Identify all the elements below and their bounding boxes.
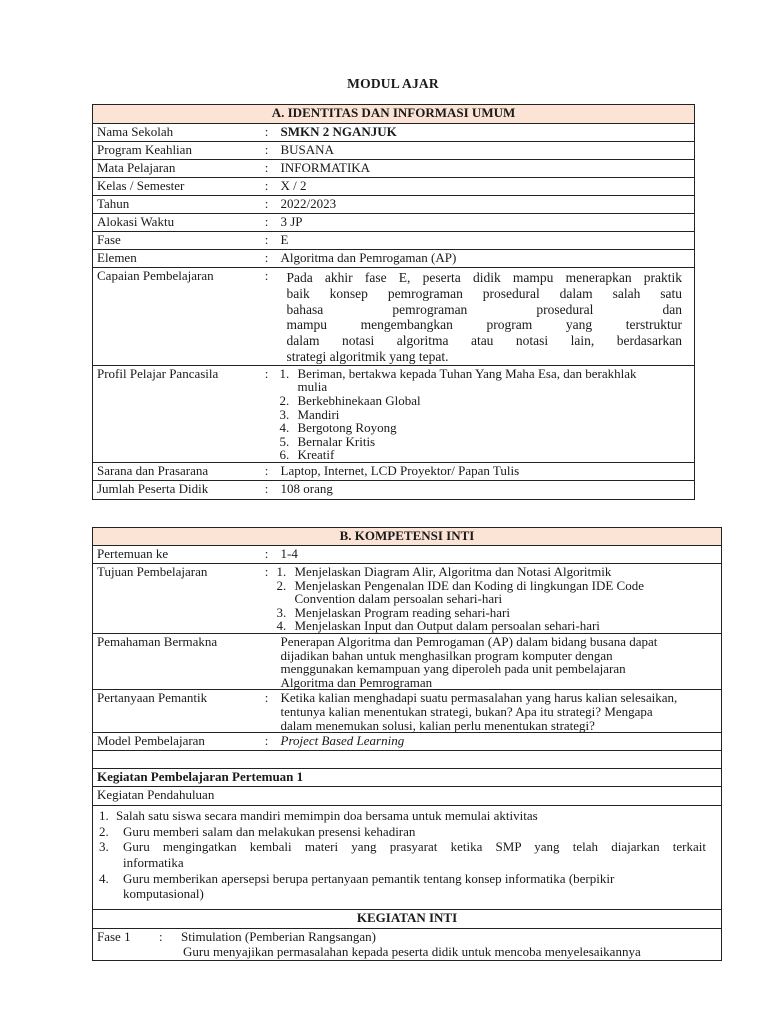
- row-colon: :: [257, 178, 277, 196]
- row-label: Program Keahlian: [93, 142, 257, 160]
- section-b-heading: B. KOMPETENSI INTI: [93, 528, 722, 546]
- list-number: 1.: [99, 808, 109, 824]
- list-item: [99, 871, 706, 887]
- list-text: Menjelaskan Diagram Alir, Algoritma dan Notasi Algoritmik: [294, 564, 612, 579]
- list-number: 5.: [279, 433, 290, 449]
- list-number: 1.: [276, 564, 287, 579]
- list-item: [277, 579, 718, 593]
- row-program-keahlian: [93, 142, 695, 160]
- fase-1-text: Guru menyajikan permasalahan kepada peserta didik untuk mencoba menyelesaikannya: [183, 943, 641, 959]
- row-colon: :: [257, 124, 277, 142]
- row-label: Profil Pelajar Pancasila: [93, 365, 257, 462]
- list-number: 3.: [99, 839, 109, 855]
- row-label: Pemahaman Bermakna: [93, 634, 257, 690]
- row-pertanyaan: [93, 690, 722, 733]
- row-label: Pertemuan ke: [93, 546, 257, 564]
- list-text: Guru mengingatkan kembali materi yang prasyarat ketika SMP yang telah diajarkan terkait: [123, 839, 707, 855]
- row-value: Laptop, Internet, LCD Proyektor/ Papan Tulis: [277, 462, 695, 480]
- list-text: Bergotong Royong: [297, 420, 397, 436]
- paragraph-line: tentunya kalian menentukan strategi, bukan? Apa itu strategi? Mengapa: [280, 703, 653, 719]
- row-capaian: [93, 268, 695, 366]
- row-label: Mata Pelajaran: [93, 160, 257, 178]
- fase-1-heading: [97, 930, 717, 945]
- row-pemahaman: [93, 634, 722, 690]
- list-number: 6.: [279, 447, 290, 463]
- list-item: [99, 824, 706, 840]
- row-label: Elemen: [93, 250, 257, 268]
- list-number: 4.: [279, 420, 290, 436]
- list-text: Guru memberi salam dan melakukan presensi kehadiran: [123, 823, 416, 839]
- row-value: Project Based Learning: [277, 733, 722, 751]
- list-item: [99, 808, 706, 824]
- list-item: [280, 435, 691, 449]
- row-value: 3 JP: [277, 214, 695, 232]
- row-model: [93, 733, 722, 751]
- row-value: 1-4: [277, 546, 722, 564]
- inti-title: KEGIATAN INTI: [93, 910, 722, 929]
- row-label: Fase: [93, 232, 257, 250]
- row-value: E: [277, 232, 695, 250]
- list-item-continued: mulia: [297, 379, 328, 395]
- list-item-continued: informatika: [123, 854, 184, 870]
- tujuan-list: [277, 564, 722, 634]
- identity-table: [92, 104, 695, 500]
- row-label: Capaian Pembelajaran: [93, 268, 257, 366]
- list-item: [280, 448, 691, 462]
- row-inti-title: [93, 910, 722, 929]
- capaian-line: baik konsep pemrograman prosedural dalam salah satu: [286, 285, 682, 301]
- row-colon: :: [257, 690, 277, 733]
- list-item: [280, 367, 691, 381]
- profil-list: [277, 365, 695, 462]
- row-colon: :: [257, 268, 277, 366]
- row-elemen: [93, 250, 695, 268]
- list-item: [280, 394, 691, 408]
- list-number: 3.: [279, 406, 290, 422]
- list-text: Kreatif: [297, 447, 335, 463]
- paragraph-line: Ketika kalian menghadapi suatu permasalahan yang harus kalian selesaikan,: [280, 690, 678, 706]
- list-item: [280, 408, 691, 422]
- pertanyaan-text: [277, 690, 722, 733]
- section-a-heading: A. IDENTITAS DAN INFORMASI UMUM: [93, 105, 695, 124]
- row-colon: :: [257, 250, 277, 268]
- row-colon: :: [257, 142, 277, 160]
- list-text: Beriman, bertakwa kepada Tuhan Yang Maha Esa, dan berakhlak: [297, 365, 637, 381]
- list-number: 2.: [99, 823, 109, 839]
- row-pendahuluan-list: [93, 806, 722, 910]
- kompetensi-table: [92, 527, 722, 961]
- list-text: Menjelaskan Input dan Output dalam persoalan sehari-hari: [294, 618, 600, 634]
- row-label: Tujuan Pembelajaran: [93, 564, 257, 634]
- paragraph-line: Penerapan Algoritma dan Pemrogaman (AP) dalam bidang busana dapat: [280, 634, 658, 649]
- list-number: 2.: [279, 392, 290, 408]
- row-colon: :: [257, 365, 277, 462]
- row-label: Tahun: [93, 196, 257, 214]
- row-value: 108 orang: [277, 480, 695, 499]
- paragraph-line: Algoritma dan Pemrograman: [280, 674, 433, 690]
- row-colon: :: [257, 196, 277, 214]
- capaian-line: dalam notasi algoritma atau notasi lain, berdasarkan: [286, 333, 682, 349]
- row-jumlah: [93, 480, 695, 499]
- list-text: Berkebhinekaan Global: [297, 392, 421, 408]
- row-value: INFORMATIKA: [277, 160, 695, 178]
- row-label: Pertanyaan Pemantik: [93, 690, 257, 733]
- row-tahun: [93, 196, 695, 214]
- row-value: Algoritma dan Pemrogaman (AP): [277, 250, 695, 268]
- fase-1-cell: [93, 929, 722, 961]
- empty-row: [93, 751, 722, 769]
- row-colon: :: [257, 160, 277, 178]
- row-kelas-semester: [93, 178, 695, 196]
- list-item: [99, 839, 706, 855]
- fase-colon: :: [159, 929, 163, 945]
- row-fase-1: [93, 929, 722, 961]
- pemahaman-text: [277, 634, 722, 690]
- list-number: 2.: [276, 577, 287, 593]
- list-text: Salah satu siswa secara mandiri memimpin doa bersama untuk memulai aktivitas: [116, 808, 538, 824]
- row-tujuan: [93, 564, 722, 634]
- list-number: 4.: [276, 618, 287, 634]
- document-title: MODUL AJAR: [347, 76, 439, 91]
- list-item: [277, 606, 718, 620]
- capaian-text: [277, 268, 695, 366]
- list-number: 3.: [276, 604, 287, 620]
- kegiatan-title: Kegiatan Pembelajaran Pertemuan 1: [93, 769, 722, 787]
- row-label: Sarana dan Prasarana: [93, 462, 257, 480]
- row-value: SMKN 2 NGANJUK: [277, 124, 695, 142]
- list-item: [277, 619, 718, 633]
- row-colon: [257, 634, 277, 690]
- row-colon: :: [257, 546, 277, 564]
- list-text: Menjelaskan Program reading sehari-hari: [294, 604, 511, 620]
- list-text: Guru memberikan apersepsi berupa pertanyaan pemantik tentang konsep informatika (berpikir: [123, 870, 615, 886]
- row-nama-sekolah: [93, 124, 695, 142]
- list-number: 1.: [279, 365, 290, 381]
- row-value: 2022/2023: [277, 196, 695, 214]
- empty-cell: [93, 751, 722, 769]
- paragraph-line: menggunakan kemampuan yang diperoleh pada unit pembelajaran: [280, 661, 626, 677]
- row-profil: [93, 365, 695, 462]
- row-label: Nama Sekolah: [93, 124, 257, 142]
- list-item: [277, 565, 718, 579]
- row-label: Alokasi Waktu: [93, 214, 257, 232]
- row-sarana: [93, 462, 695, 480]
- fase-label: Fase 1: [97, 929, 131, 945]
- row-colon: :: [257, 232, 277, 250]
- row-mata-pelajaran: [93, 160, 695, 178]
- row-alokasi-waktu: [93, 214, 695, 232]
- row-fase: [93, 232, 695, 250]
- row-label: Model Pembelajaran: [93, 733, 257, 751]
- row-kegiatan-title: [93, 769, 722, 787]
- pendahuluan-title: Kegiatan Pendahuluan: [93, 787, 722, 806]
- row-label: Jumlah Peserta Didik: [93, 480, 257, 499]
- row-pertemuan: [93, 546, 722, 564]
- row-colon: :: [257, 214, 277, 232]
- list-text: Bernalar Kritis: [297, 433, 376, 449]
- pendahuluan-list: [93, 806, 722, 910]
- capaian-line: Pada akhir fase E, peserta didik mampu menerapkan praktik: [286, 270, 682, 285]
- row-colon: :: [257, 480, 277, 499]
- list-item-continued: Convention dalam persoalan sehari-hari: [294, 591, 503, 607]
- list-item: [280, 421, 691, 435]
- list-text: Mandiri: [297, 406, 340, 422]
- list-text: Menjelaskan Pengenalan IDE dan Koding di lingkungan IDE Code: [294, 577, 644, 593]
- row-label: Kelas / Semester: [93, 178, 257, 196]
- row-colon: :: [257, 733, 277, 751]
- row-colon: :: [257, 564, 277, 634]
- fase-title: Stimulation (Pemberian Rangsangan): [181, 929, 376, 945]
- capaian-line: mampu mengembangkan program yang terstruktur: [286, 317, 682, 333]
- list-item-continued: komputasional): [123, 886, 204, 902]
- row-colon: :: [257, 462, 277, 480]
- paragraph-line: dijadikan bahan untuk menghasilkan program komputer dengan: [280, 647, 613, 663]
- capaian-line: bahasa pemrograman prosedural dan: [286, 301, 682, 317]
- row-value: BUSANA: [277, 142, 695, 160]
- row-value: X / 2: [277, 178, 695, 196]
- paragraph-line: dalam menemukan solusi, kalian perlu menentukan strategi?: [280, 717, 595, 733]
- list-number: 4.: [99, 870, 109, 886]
- row-pendahuluan-title: [93, 787, 722, 806]
- capaian-line: strategi algoritmik yang tepat.: [286, 348, 449, 364]
